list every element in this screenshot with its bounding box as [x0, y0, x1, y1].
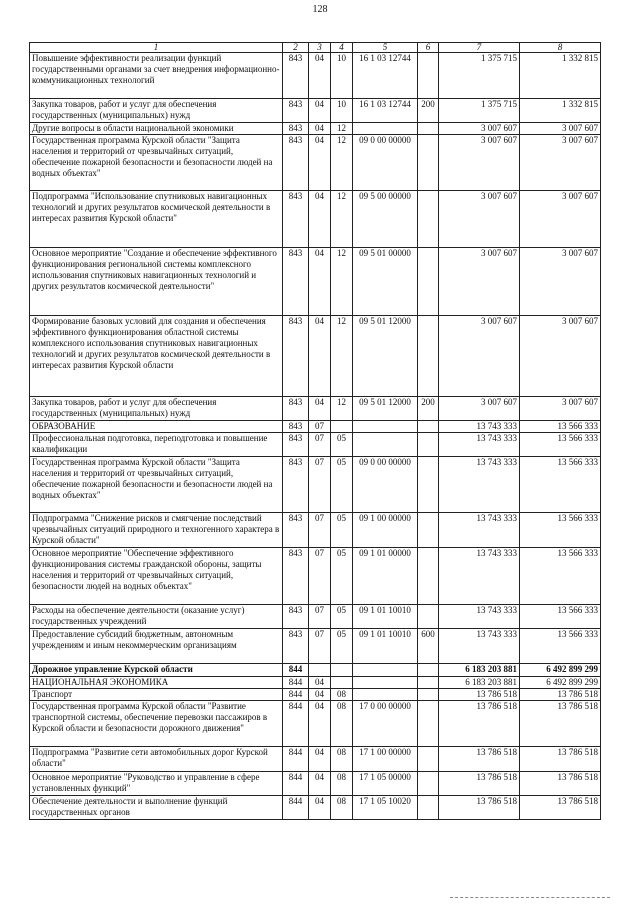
section-code-cell: 04	[309, 747, 331, 772]
table-row	[30, 747, 601, 772]
amount-col8-cell: 3 007 607	[520, 123, 601, 135]
table-row	[30, 123, 601, 135]
target-article-cell	[353, 123, 418, 135]
section-code-cell: 04	[309, 248, 331, 316]
row-name-cell: Повышение эффективности реализации функций государственными органами за счет внедрения информационно-коммуникационных технологий	[30, 53, 283, 99]
amount-col7-cell: 13 743 333	[439, 513, 520, 548]
subsection-code-cell: 05	[331, 457, 353, 513]
subsection-code-cell: 05	[331, 548, 353, 605]
table-header-row	[30, 43, 601, 53]
expense-type-cell: 200	[418, 397, 439, 421]
row-name-cell: ОБРАЗОВАНИЕ	[30, 421, 283, 433]
subsection-code-cell: 12	[331, 248, 353, 316]
expense-type-cell	[418, 53, 439, 99]
grbs-code-cell: 844	[283, 747, 309, 772]
amount-col7-cell: 3 007 607	[439, 248, 520, 316]
expense-type-cell	[418, 123, 439, 135]
grbs-code-cell: 843	[283, 53, 309, 99]
section-code-cell: 04	[309, 701, 331, 747]
target-article-cell: 09 1 01 00000	[353, 548, 418, 605]
target-article-cell: 09 0 00 00000	[353, 457, 418, 513]
amount-col7-cell: 13 786 518	[439, 701, 520, 747]
target-article-cell	[353, 433, 418, 457]
subsection-code-cell: 08	[331, 747, 353, 772]
column-header: 4	[331, 43, 353, 53]
row-name-cell: Дорожное управление Курской области	[30, 664, 283, 677]
section-code-cell: 04	[309, 99, 331, 123]
section-code-cell: 04	[309, 191, 331, 248]
target-article-cell: 09 5 00 00000	[353, 191, 418, 248]
amount-col8-cell: 13 566 333	[520, 548, 601, 605]
amount-col8-cell: 3 007 607	[520, 248, 601, 316]
amount-col7-cell: 13 743 333	[439, 421, 520, 433]
expense-type-cell	[418, 135, 439, 191]
section-code-cell: 04	[309, 135, 331, 191]
amount-col7-cell: 13 786 518	[439, 747, 520, 772]
grbs-code-cell: 844	[283, 796, 309, 820]
amount-col8-cell: 13 566 333	[520, 433, 601, 457]
amount-col8-cell: 3 007 607	[520, 397, 601, 421]
section-code-cell: 04	[309, 772, 331, 796]
expense-type-cell	[418, 457, 439, 513]
grbs-code-cell: 843	[283, 513, 309, 548]
expense-type-cell	[418, 248, 439, 316]
row-name-cell: НАЦИОНАЛЬНАЯ ЭКОНОМИКА	[30, 677, 283, 689]
table-row	[30, 701, 601, 747]
section-code-cell: 07	[309, 605, 331, 629]
target-article-cell: 17 1 05 00000	[353, 772, 418, 796]
row-name-cell: Обеспечение деятельности и выполнение функций государственных органов	[30, 796, 283, 820]
expense-type-cell	[418, 689, 439, 701]
subsection-code-cell	[331, 677, 353, 689]
amount-col8-cell: 13 786 518	[520, 747, 601, 772]
target-article-cell: 09 1 01 10010	[353, 605, 418, 629]
expense-type-cell: 600	[418, 629, 439, 664]
row-name-cell: Закупка товаров, работ и услуг для обеспечения государственных (муниципальных) нужд	[30, 397, 283, 421]
section-code-cell: 07	[309, 513, 331, 548]
expense-type-cell	[418, 796, 439, 820]
section-code-cell: 07	[309, 433, 331, 457]
amount-col8-cell: 13 566 333	[520, 629, 601, 664]
expense-type-cell	[418, 747, 439, 772]
subsection-code-cell: 05	[331, 605, 353, 629]
section-code-cell: 04	[309, 53, 331, 99]
amount-col7-cell: 3 007 607	[439, 135, 520, 191]
grbs-code-cell: 844	[283, 689, 309, 701]
target-article-cell: 16 1 03 12744	[353, 99, 418, 123]
target-article-cell: 09 5 01 12000	[353, 316, 418, 397]
section-code-cell: 07	[309, 457, 331, 513]
subsection-code-cell: 05	[331, 629, 353, 664]
amount-col8-cell: 13 786 518	[520, 701, 601, 747]
row-name-cell: Транспорт	[30, 689, 283, 701]
amount-col8-cell: 1 332 815	[520, 99, 601, 123]
subsection-code-cell	[331, 421, 353, 433]
amount-col7-cell: 1 375 715	[439, 99, 520, 123]
amount-col7-cell: 1 375 715	[439, 53, 520, 99]
amount-col7-cell: 3 007 607	[439, 123, 520, 135]
subsection-code-cell: 10	[331, 53, 353, 99]
table-row	[30, 772, 601, 796]
target-article-cell	[353, 664, 418, 677]
table-row	[30, 796, 601, 820]
subsection-code-cell: 12	[331, 135, 353, 191]
section-code-cell: 04	[309, 123, 331, 135]
target-article-cell: 17 1 05 10020	[353, 796, 418, 820]
amount-col8-cell: 6 492 899 299	[520, 677, 601, 689]
target-article-cell	[353, 677, 418, 689]
expense-type-cell	[418, 701, 439, 747]
table-row	[30, 191, 601, 248]
expense-type-cell	[418, 191, 439, 248]
target-article-cell: 09 5 01 00000	[353, 248, 418, 316]
target-article-cell	[353, 421, 418, 433]
subsection-code-cell: 05	[331, 513, 353, 548]
column-header: 7	[439, 43, 520, 53]
expense-type-cell	[418, 433, 439, 457]
row-name-cell: Подпрограмма "Снижение рисков и смягчение последствий чрезвычайных ситуаций природного и техногенного характера в Курской области"	[30, 513, 283, 548]
section-code-cell: 04	[309, 796, 331, 820]
amount-col7-cell: 3 007 607	[439, 191, 520, 248]
section-code-cell: 07	[309, 629, 331, 664]
table-row	[30, 99, 601, 123]
amount-col7-cell: 13 786 518	[439, 772, 520, 796]
amount-col7-cell: 3 007 607	[439, 316, 520, 397]
amount-col7-cell: 6 183 203 881	[439, 677, 520, 689]
row-name-cell: Основное мероприятие "Руководство и управление в сфере установленных функций"	[30, 772, 283, 796]
grbs-code-cell: 844	[283, 772, 309, 796]
amount-col7-cell: 13 786 518	[439, 689, 520, 701]
grbs-code-cell: 844	[283, 677, 309, 689]
grbs-code-cell: 843	[283, 397, 309, 421]
budget-table	[29, 42, 601, 820]
grbs-code-cell: 844	[283, 701, 309, 747]
grbs-code-cell: 843	[283, 605, 309, 629]
row-name-cell: Предоставление субсидий бюджетным, автономным учреждениям и иным некоммерческим организациям	[30, 629, 283, 664]
row-name-cell: Формирование базовых условий для создания и обеспечения эффективного функционирования областной системы комплексного использования спутниковых навигационных технологий и других результатов космической деятельности в интересах развития Курской области	[30, 316, 283, 397]
section-code-cell: 04	[309, 316, 331, 397]
subsection-code-cell: 12	[331, 191, 353, 248]
target-article-cell: 09 1 01 10010	[353, 629, 418, 664]
table-row	[30, 53, 601, 99]
subsection-code-cell: 12	[331, 316, 353, 397]
row-name-cell: Государственная программа Курской области "Защита населения и территорий от чрезвычайных ситуаций, обеспечение пожарной безопасности и безопасности людей на водных объектах"	[30, 135, 283, 191]
expense-type-cell	[418, 772, 439, 796]
grbs-code-cell: 843	[283, 191, 309, 248]
subsection-code-cell: 12	[331, 397, 353, 421]
amount-col8-cell: 13 566 333	[520, 513, 601, 548]
footer-rule	[450, 897, 610, 899]
expense-type-cell	[418, 677, 439, 689]
grbs-code-cell: 843	[283, 629, 309, 664]
amount-col7-cell: 13 743 333	[439, 605, 520, 629]
table-row	[30, 605, 601, 629]
column-header: 8	[520, 43, 601, 53]
subsection-code-cell: 05	[331, 433, 353, 457]
table-row	[30, 248, 601, 316]
table-row	[30, 421, 601, 433]
row-name-cell: Профессиональная подготовка, переподготовка и повышение квалификации	[30, 433, 283, 457]
amount-col8-cell: 13 786 518	[520, 772, 601, 796]
section-code-cell: 04	[309, 677, 331, 689]
subsection-code-cell: 08	[331, 689, 353, 701]
target-article-cell: 09 1 00 00000	[353, 513, 418, 548]
table-row	[30, 629, 601, 664]
target-article-cell	[353, 689, 418, 701]
subsection-code-cell: 12	[331, 123, 353, 135]
grbs-code-cell: 843	[283, 135, 309, 191]
expense-type-cell	[418, 605, 439, 629]
row-name-cell: Государственная программа Курской области "Развитие транспортной системы, обеспечение перевозки пассажиров в Курской области и безопасности дорожного движения"	[30, 701, 283, 747]
expense-type-cell	[418, 664, 439, 677]
amount-col7-cell: 13 786 518	[439, 796, 520, 820]
target-article-cell: 09 5 01 12000	[353, 397, 418, 421]
expense-type-cell: 200	[418, 99, 439, 123]
expense-type-cell	[418, 316, 439, 397]
amount-col7-cell: 3 007 607	[439, 397, 520, 421]
column-header: 6	[418, 43, 439, 53]
grbs-code-cell: 843	[283, 457, 309, 513]
target-article-cell: 16 1 03 12744	[353, 53, 418, 99]
section-code-cell	[309, 664, 331, 677]
grbs-code-cell: 843	[283, 99, 309, 123]
table-row	[30, 689, 601, 701]
page-number: 128	[312, 4, 328, 15]
row-name-cell: Основное мероприятие "Создание и обеспечение эффективного функционирования региональной системы комплексного использования спутниковых навигационных технологий и других результатов космической деятельности"	[30, 248, 283, 316]
row-name-cell: Основное мероприятие "Обеспечение эффективного функционирования системы гражданской обороны, защиты населения и территорий от чрезвычайных ситуаций, безопасности людей на водных объектах"	[30, 548, 283, 605]
table-row	[30, 457, 601, 513]
table-row	[30, 135, 601, 191]
column-header: 2	[283, 43, 309, 53]
amount-col8-cell: 13 566 333	[520, 457, 601, 513]
table-row	[30, 397, 601, 421]
amount-col7-cell: 6 183 203 881	[439, 664, 520, 677]
amount-col8-cell: 3 007 607	[520, 135, 601, 191]
table-row	[30, 548, 601, 605]
section-code-cell: 04	[309, 689, 331, 701]
row-name-cell: Закупка товаров, работ и услуг для обеспечения государственных (муниципальных) нужд	[30, 99, 283, 123]
row-name-cell: Государственная программа Курской области "Защита населения и территорий от чрезвычайных ситуаций, обеспечение пожарной безопасности и безопасности людей на водных объектах"	[30, 457, 283, 513]
column-header: 1	[30, 43, 283, 53]
amount-col8-cell: 13 786 518	[520, 689, 601, 701]
subsection-code-cell	[331, 664, 353, 677]
amount-col8-cell: 13 786 518	[520, 796, 601, 820]
subsection-code-cell: 08	[331, 772, 353, 796]
table-row	[30, 433, 601, 457]
row-name-cell: Расходы на обеспечение деятельности (оказание услуг) государственных учреждений	[30, 605, 283, 629]
target-article-cell: 09 0 00 00000	[353, 135, 418, 191]
amount-col8-cell: 3 007 607	[520, 316, 601, 397]
column-header: 3	[309, 43, 331, 53]
amount-col8-cell: 1 332 815	[520, 53, 601, 99]
grbs-code-cell: 843	[283, 248, 309, 316]
grbs-code-cell: 843	[283, 548, 309, 605]
row-name-cell: Подпрограмма "Использование спутниковых навигационных технологий и других результатов космической деятельности в интересах развития Курской области"	[30, 191, 283, 248]
amount-col7-cell: 13 743 333	[439, 629, 520, 664]
row-name-cell: Другие вопросы в области национальной экономики	[30, 123, 283, 135]
column-header: 5	[353, 43, 418, 53]
subsection-code-cell: 10	[331, 99, 353, 123]
table-row	[30, 677, 601, 689]
grbs-code-cell: 843	[283, 316, 309, 397]
subsection-code-cell: 08	[331, 701, 353, 747]
expense-type-cell	[418, 421, 439, 433]
table-row	[30, 513, 601, 548]
target-article-cell: 17 0 00 00000	[353, 701, 418, 747]
target-article-cell: 17 1 00 00000	[353, 747, 418, 772]
expense-type-cell	[418, 548, 439, 605]
subsection-code-cell: 08	[331, 796, 353, 820]
table-row	[30, 664, 601, 677]
amount-col7-cell: 13 743 333	[439, 433, 520, 457]
table-row	[30, 316, 601, 397]
grbs-code-cell: 843	[283, 421, 309, 433]
amount-col8-cell: 6 492 899 299	[520, 664, 601, 677]
grbs-code-cell: 843	[283, 433, 309, 457]
amount-col8-cell: 13 566 333	[520, 605, 601, 629]
amount-col8-cell: 13 566 333	[520, 421, 601, 433]
amount-col8-cell: 3 007 607	[520, 191, 601, 248]
section-code-cell: 04	[309, 397, 331, 421]
grbs-code-cell: 844	[283, 664, 309, 677]
expense-type-cell	[418, 513, 439, 548]
grbs-code-cell: 843	[283, 123, 309, 135]
section-code-cell: 07	[309, 421, 331, 433]
row-name-cell: Подпрограмма "Развитие сети автомобильных дорог Курской области"	[30, 747, 283, 772]
section-code-cell: 07	[309, 548, 331, 605]
amount-col7-cell: 13 743 333	[439, 548, 520, 605]
amount-col7-cell: 13 743 333	[439, 457, 520, 513]
